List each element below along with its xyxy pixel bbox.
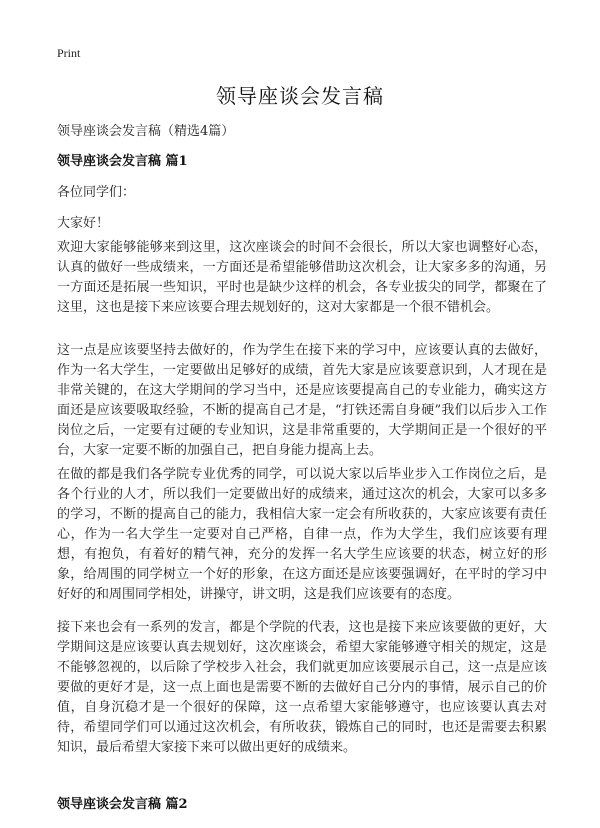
section-heading-2: 领导座谈会发言稿 篇2 bbox=[57, 797, 188, 812]
document-subtitle: 领导座谈会发言稿（精选4篇） bbox=[57, 124, 235, 139]
section-heading-1: 领导座谈会发言稿 篇1 bbox=[57, 154, 188, 169]
paragraph-1: 欢迎大家能够能够来到这里，这次座谈会的时间不会很长，所以大家也调整好心态，认真的做好一些成绩来，一方面还是希望能够借助这次机会，让大家多多的沟通，另一方面还是拓展一些知识，平时也是缺少这样的机会，各专业拔尖的同学，都聚在了这里，这也是接下来应该要合理去规划好的，这对大家都是一个很不错机会。 bbox=[57, 240, 547, 315]
print-label[interactable]: Print bbox=[57, 46, 81, 60]
document-title: 领导座谈会发言稿 bbox=[216, 84, 384, 108]
greeting: 大家好！ bbox=[57, 216, 110, 231]
salutation: 各位同学们： bbox=[57, 185, 136, 200]
paragraph-3: 在做的都是我们各学院专业优秀的同学，可以说大家以后毕业步入工作岗位之后，是各个行业的人才，所以我们一定要做出好的成绩来，通过这次的机会，大家可以多多的学习，不断的提高自己的能力，我相信大家一定会有所收获的，大家应该要有责任心，作为一名大学生一定要对自己严格，自律一点，作为大学生，我们应该要有理想，有抱负，有着好的精气神，充分的发挥一名大学生应该要的状态，树立好的形象，给周围的同学树立一个好的形象，在这方面还是应该要强调好，在平时的学习中好好的和周围同学相处，讲操守，讲文明，这是我们应该要有的态度。 bbox=[57, 467, 547, 602]
paragraph-2: 这一点是应该要坚持去做好的，作为学生在接下来的学习中，应该要认真的去做好，作为一名大学生，一定要做出足够好的成绩，首先大家是应该要意识到，人才现在是非常关键的，在这大学期间的学习当中，还是应该要提高自己的专业能力，确实这方面还是应该要吸取经验，不断的提高自己才是，“打铁还需自身硬”我们以后步入工作岗位之后，一定要有过硬的专业知识，这是非常重要的，大学期间正是一个很好的平台，大家一定要不断的加强自己，把自身能力提高上去。 bbox=[57, 343, 547, 458]
paragraph-4: 接下来也会有一系列的发言，都是个学院的代表，这也是接下来应该要做的更好，大学期间这是应该要认真去规划好，这次座谈会，希望大家能够遵守相关的规定，这是不能够忽视的，以后除了学校步入社会，我们就更加应该要展示自己，这一点是应该要做的更好才是，这一点上面也是需要不断的去做好自己分内的事情，展示自己的价值，自身沉稳才是一个很好的保障，这一点希望大家能够遵守，也应该要认真去对待，希望同学们可以通过这次机会，有所收获，锻炼自己的同时，也还是需要去积累知识，最后希望大家接下来可以做出更好的成绩来。 bbox=[57, 620, 547, 755]
